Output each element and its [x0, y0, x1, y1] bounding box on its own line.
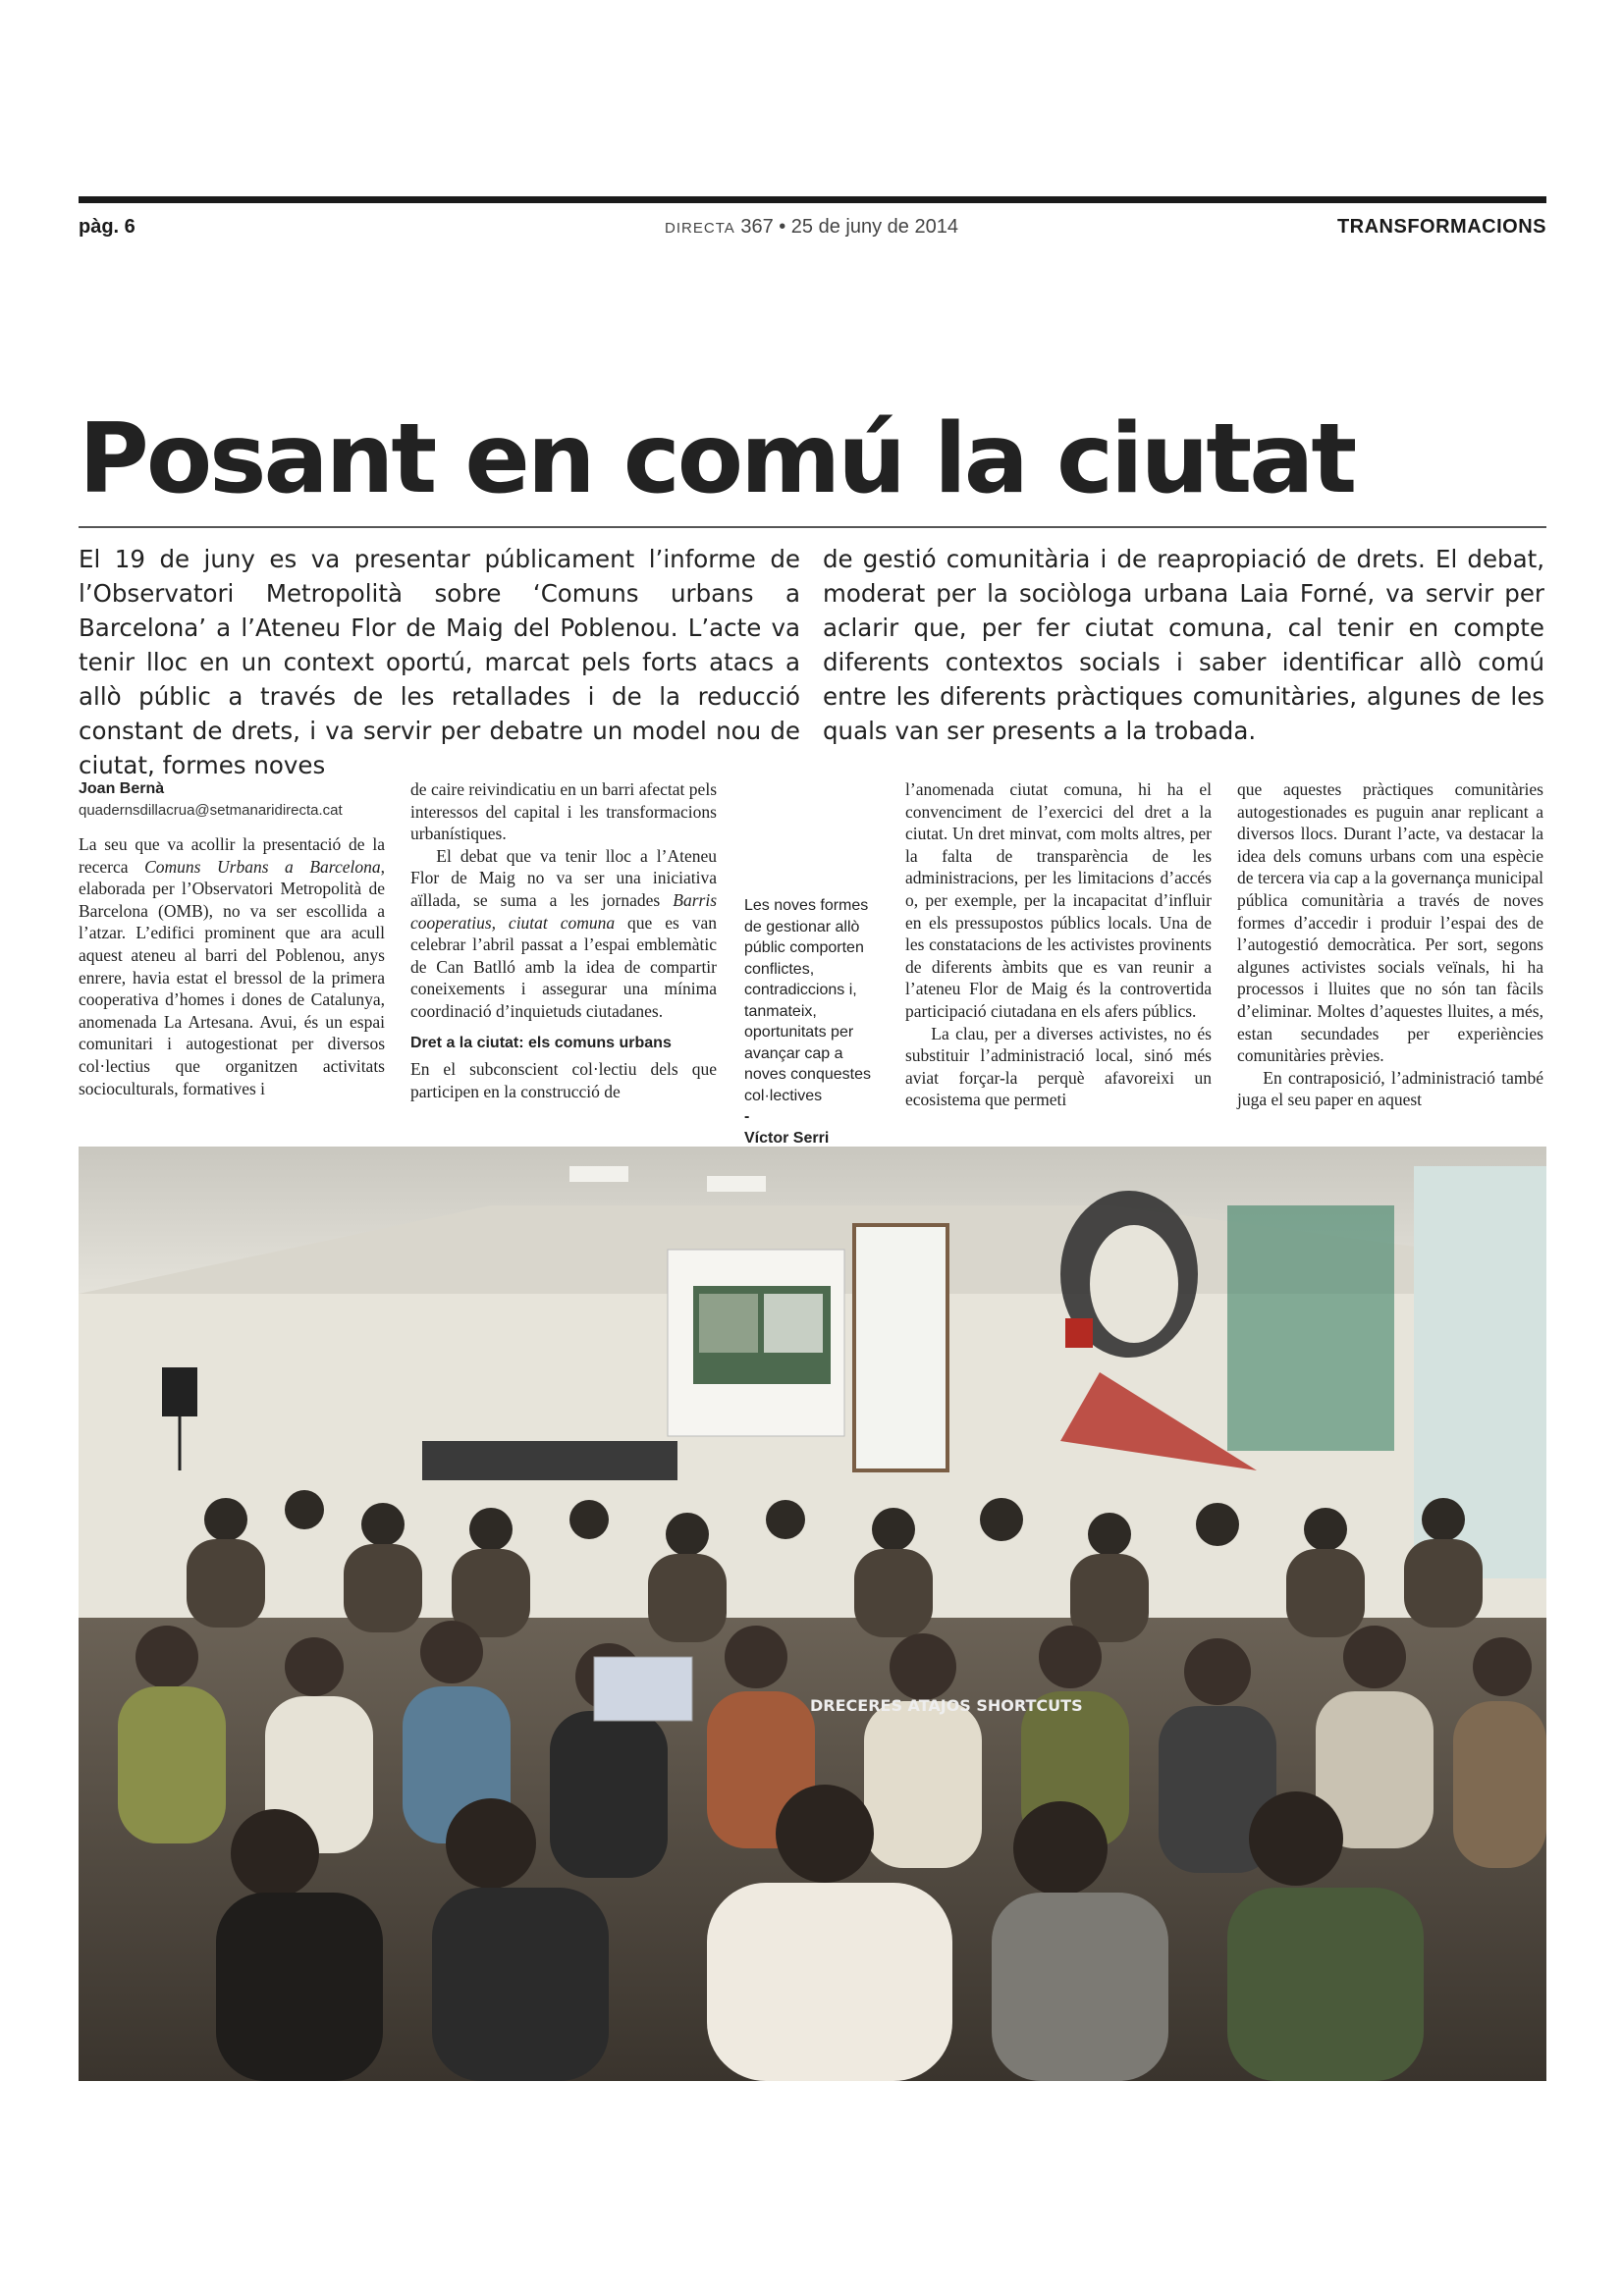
paragraph: l’anomenada ciutat comuna, hi ha el convenciment de l’exercici del dret a la ciutat. Un dret minvat, com molts altres, per la falta de transparència de les administracions, per les limitacions d’accés o, per exemple, per la incapacitat d’influir en els pressupostos públics locals. Una de les constatacions de les activistes provinents de diferents àmbits que es van reunir a l’ateneu Flor de Maig és la controvertida participació ciutadana en els afers públics.	[905, 779, 1212, 1021]
tshirt-print: DRECERES ATAJOS SHORTCUTS	[810, 1696, 1083, 1715]
window	[854, 1225, 947, 1470]
pull-quote-dash: -	[744, 1108, 750, 1125]
paragraph: En contraposició, l’administració també juga el seu paper en aquest	[1237, 1067, 1543, 1110]
pull-quote-text: Les noves formes de gestionar allò públic comporten conflictes, contradiccions i, tanmateix, oportunitats per avançar cap a noves conquestes col·lectives	[744, 897, 871, 1104]
top-rule	[79, 196, 1546, 203]
ceiling-light	[569, 1166, 628, 1182]
text-run: que es van celebrar l’abril passat a l’espai emblemàtic de Can Batlló amb la idea de compartir coneixements i assegurar una mínima coordinació d’inquietuds ciutadanes.	[410, 912, 717, 1021]
pull-quote	[744, 895, 882, 1148]
paragraph: La clau, per a diverses activistes, no és substituir l’administració local, sinó més aviat forçar-la perquè afavoreixi un ecosistema que permeti	[905, 1023, 1212, 1110]
text-run: El debat que va tenir lloc a l’Ateneu Flor de Maig no va ser una iniciativa aïllada, se suma a les jornades	[410, 845, 717, 910]
paragraph: que aquestes pràctiques comunitàries autogestionades es puguin anar replicant a diversos llocs. Durant l’acte, va destacar la idea dels comuns urbans com una espècie de tercera via cap a la governança municipal pública comunitària a través de noves formes d’accedir i produir l’espai des de l’autogestió democràtica. Per sort, segons algunes activistes socials veïnals, hi ha processos i lluites que no són tan fàcils d’eliminar. Moltes d’aquestes lluites, a més, estan secundades per experiències comunitàries prèvies.	[1237, 779, 1543, 1066]
pull-quote-credit: Víctor Serri	[744, 1129, 830, 1147]
ceiling-light	[707, 1176, 766, 1192]
subheading: Dret a la ciutat: els comuns urbans	[410, 1034, 672, 1051]
paragraph	[410, 845, 717, 1023]
text-run: La seu que va acollir la presentació de la recerca	[79, 834, 385, 877]
brand-name: DIRECTA	[665, 220, 735, 237]
page-number: pàg. 6	[79, 216, 135, 238]
paragraph: de caire reivindicatiu en un barri afectat pels interessos del capital i les transformacions urbanístiques.	[410, 779, 717, 844]
paragraph: En el subconscient col·lectiu dels que participen en la construcció de	[410, 1059, 717, 1101]
headline-rule	[79, 526, 1546, 528]
body-column-2	[410, 778, 717, 1102]
headline: Posant en comú la ciutat	[79, 403, 1355, 515]
text-run-italic: Barris cooperatius, ciutat comuna	[410, 889, 717, 933]
panel-table	[422, 1441, 677, 1480]
text-run: , elaborada per l’Observatori Metropolità de Barcelona (OMB), no va ser escollida a l’atzar. L’edifici prominent que ara acull aquest ateneu al barri del Poblenou, anys enrere, havia estat el bressol de la primera cooperativa d’homes i dones de Catalunya, anomenada La Artesana. Avui, és un espai comunitari i autogestionat per diversos col·lectius que organitzen activitats socioculturals, formatives i	[79, 856, 385, 1098]
body-column-1	[79, 778, 385, 1099]
article-photo	[79, 1147, 1546, 2081]
body-column-3	[905, 778, 1212, 1111]
section-name: TRANSFORMACIONS	[1336, 216, 1546, 238]
lead-column-1: El 19 de juny es va presentar públicament l’informe de l’Observatori Metropolità sobre ‘Comuns urbans a Barcelona’ a l’Ateneu Flor de Maig del Poblenou. L’acte va tenir lloc en un context oportú, marcat pels forts atacs a allò públic a través de les retallades i de la reducció constant de drets, i va servir per debatre un model nou de ciutat, formes noves	[79, 545, 800, 779]
speaker	[162, 1367, 197, 1416]
issue-date: 367 • 25 de juny de 2014	[734, 216, 958, 238]
byline-author: Joan Bernà	[79, 780, 165, 797]
plaid-shirt-person	[707, 1883, 952, 2081]
laptop	[594, 1657, 692, 1721]
paragraph	[79, 833, 385, 1099]
body-column-4	[1237, 778, 1543, 1111]
text-run-italic: Comuns Urbans a Barcelona	[144, 856, 381, 877]
lead-column-2: de gestió comunitària i de reapropiació de drets. El debat, moderat per la sociòloga urbana Laia Forné, va servir per aclarir que, per fer ciutat comuna, cal tenir en compte diferents contextos socials i saber identificar allò comú entre les diferents pràctiques comunitàries, algunes de les quals van ser presents a la trobada.	[823, 545, 1544, 745]
byline-email: quadernsdillacrua@setmanaridirecta.cat	[79, 802, 343, 819]
photo-illustration	[79, 1147, 1546, 2081]
